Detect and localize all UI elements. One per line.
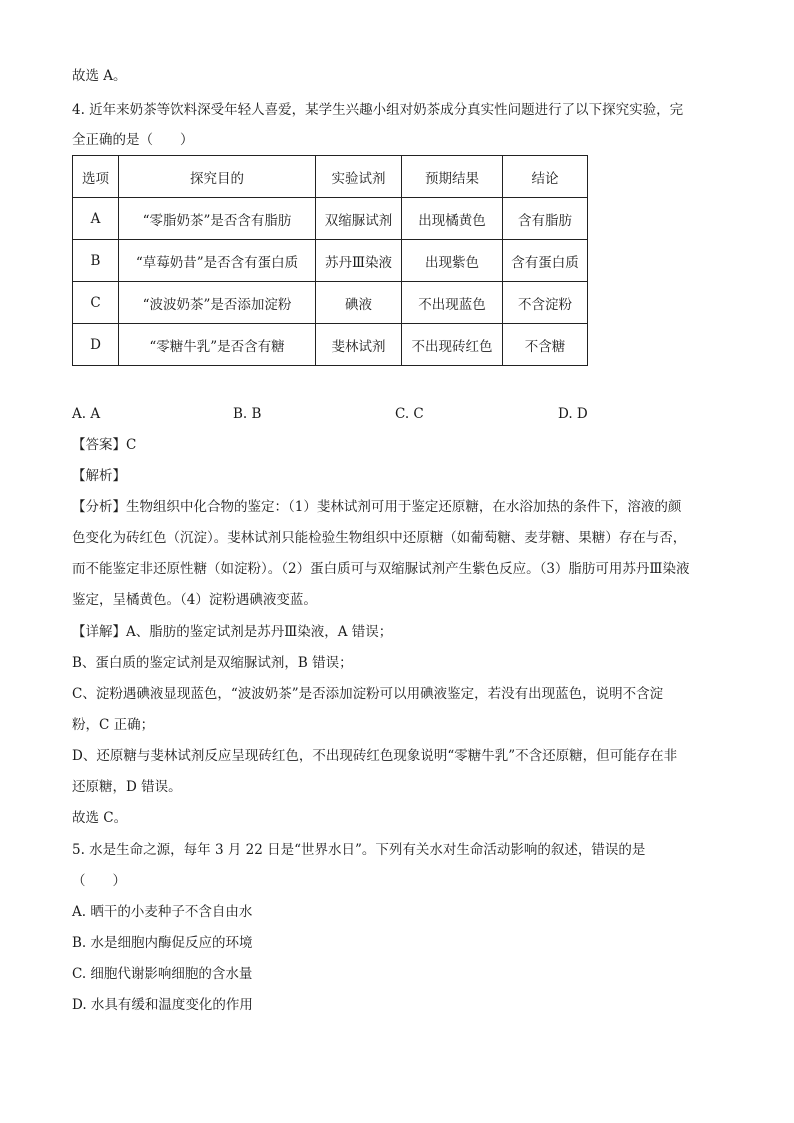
analysis-line: D、还原糖与斐林试剂反应呈现砖红色，不出现砖红色现象说明“零糖牛乳”不含还原糖，但可能存在非 xyxy=(72,748,678,764)
question-5-option-b: B. 水是细胞内酶促反应的环境 xyxy=(72,935,253,951)
question-5-stem-line-1: 5. 水是生命之源，每年 3 月 22 日是“世界水日”。下列有关水对生命活动影响的叙述，错误的是 xyxy=(72,842,646,858)
table-cell: 出现橘黄色 xyxy=(402,198,503,240)
question-5-option-d: D. 水具有缓和温度变化的作用 xyxy=(72,997,253,1013)
analysis-line: 鉴定，呈橘黄色。（4）淀粉遇碘液变蓝。 xyxy=(72,592,317,608)
question-4-table xyxy=(72,155,588,366)
table-cell: 不含糖 xyxy=(503,324,588,366)
table-cell: D xyxy=(73,324,119,366)
table-header-cell: 结论 xyxy=(503,156,588,198)
analysis-line: B、蛋白质的鉴定试剂是双缩脲试剂，B 错误； xyxy=(72,655,353,671)
analysis-tag: 【解析】 xyxy=(72,468,126,484)
table-row xyxy=(73,240,588,282)
analysis-line: 故选 C。 xyxy=(72,810,128,826)
question-4-option-a: A. A xyxy=(72,406,101,422)
question-4-option-b: B. B xyxy=(233,406,262,422)
answer-line xyxy=(72,435,136,455)
analysis-line: 还原糖，D 错误。 xyxy=(72,779,182,795)
table-header-cell: 预期结果 xyxy=(402,156,503,198)
table-header-row xyxy=(73,156,588,198)
answer-value: C xyxy=(126,437,137,453)
analysis-line: 粉，C 正确； xyxy=(72,717,155,733)
table-cell: 不含淀粉 xyxy=(503,282,588,324)
question-5-option-a: A. 晒干的小麦种子不含自由水 xyxy=(72,904,253,920)
table-cell: 双缩脲试剂 xyxy=(316,198,402,240)
table-cell: 含有脂肪 xyxy=(503,198,588,240)
table-cell: 不出现砖红色 xyxy=(402,324,503,366)
table-cell: 斐林试剂 xyxy=(316,324,402,366)
table-cell: 碘液 xyxy=(316,282,402,324)
table-header-cell: 实验试剂 xyxy=(316,156,402,198)
table-cell: “波波奶茶”是否添加淀粉 xyxy=(119,282,316,324)
table-cell: C xyxy=(73,282,119,324)
table-cell: B xyxy=(73,240,119,282)
analysis-line: C、淀粉遇碘液显现蓝色，“波波奶茶”是否添加淀粉可以用碘液鉴定，若没有出现蓝色，说明不含淀 xyxy=(72,686,664,702)
table-row xyxy=(73,282,588,324)
table-cell: “草莓奶昔”是否含有蛋白质 xyxy=(119,240,316,282)
analysis-line: 【分析】生物组织中化合物的鉴定：（1）斐林试剂可用于鉴定还原糖，在水浴加热的条件下，溶液的颜 xyxy=(72,499,682,515)
table-row xyxy=(73,324,588,366)
analysis-line: 色变化为砖红色（沉淀）。斐林试剂只能检验生物组织中还原糖（如葡萄糖、麦芽糖、果糖）存在与否， xyxy=(72,530,687,546)
table-cell: 出现紫色 xyxy=(402,240,503,282)
table-cell: “零糖牛乳”是否含有糖 xyxy=(119,324,316,366)
analysis-line: 【详解】A、脂肪的鉴定试剂是苏丹Ⅲ染液，A 错误； xyxy=(72,624,393,640)
table-header-cell: 选项 xyxy=(73,156,119,198)
answer-tag: 【答案】 xyxy=(72,437,126,453)
question-5-option-c: C. 细胞代谢影响细胞的含水量 xyxy=(72,966,253,982)
table-cell: 不出现蓝色 xyxy=(402,282,503,324)
table-cell: A xyxy=(73,198,119,240)
table-cell: 苏丹Ⅲ染液 xyxy=(316,240,402,282)
table-cell: 含有蛋白质 xyxy=(503,240,588,282)
table-cell: “零脂奶茶”是否含有脂肪 xyxy=(119,198,316,240)
table-row xyxy=(73,198,588,240)
question-5-stem-line-2: （ ） xyxy=(72,873,126,889)
previous-answer-line: 故选 A。 xyxy=(72,68,127,84)
analysis-line: 而不能鉴定非还原性糖（如淀粉）。（2）蛋白质可与双缩脲试剂产生紫色反应。（3）脂肪可用苏丹Ⅲ染液 xyxy=(72,561,690,577)
table-header-cell: 探究目的 xyxy=(119,156,316,198)
question-4-option-c: C. C xyxy=(395,406,424,422)
question-4-stem-line-1: 4. 近年来奶茶等饮料深受年轻人喜爱，某学生兴趣小组对奶茶成分真实性问题进行了以下探究实验，完 xyxy=(72,102,684,118)
question-4-option-d: D. D xyxy=(558,406,588,422)
question-4-stem-line-2: 全正确的是（ ） xyxy=(72,132,194,148)
